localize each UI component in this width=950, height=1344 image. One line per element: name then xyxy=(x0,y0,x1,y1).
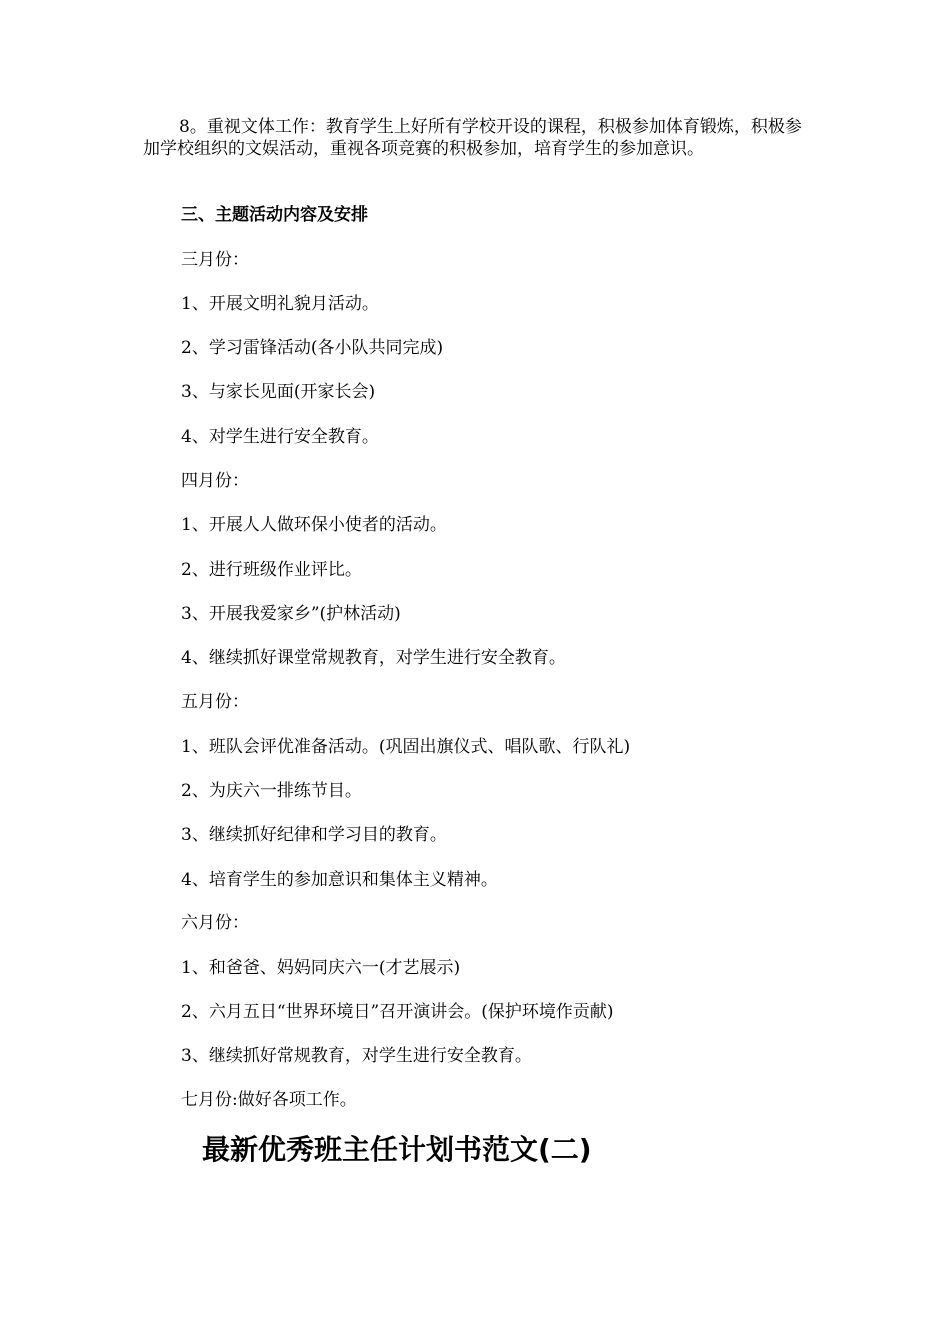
intro-paragraph: 8。重视文体工作：教育学生上好所有学校开设的课程，积极参加体育锻炼，积极参加学校组织的文娱活动，重视各项竞赛的积极参加，培育学生的参加意识。 xyxy=(143,117,802,159)
list-item: 1、开展文明礼貌月活动。 xyxy=(181,294,379,314)
list-item: 3、开展我爱家乡”(护林活动) xyxy=(181,604,401,624)
list-item: 3、与家长见面(开家长会) xyxy=(181,382,376,402)
list-item: 2、进行班级作业评比。 xyxy=(181,560,362,580)
list-item: 2、六月五日“世界环境日”召开演讲会。(保护环境作贡献) xyxy=(181,1002,614,1022)
document-title: 最新优秀班主任计划书范文(二) xyxy=(202,1133,592,1166)
list-item: 2、学习雷锋活动(各小队共同完成) xyxy=(181,338,444,358)
month-label-june: 六月份： xyxy=(181,913,249,933)
section-heading: 三、主题活动内容及安排 xyxy=(181,205,368,225)
list-item: 3、继续抓好常规教育，对学生进行安全教育。 xyxy=(181,1046,532,1066)
month-label-may: 五月份： xyxy=(181,692,249,712)
list-item: 1、和爸爸、妈妈同庆六一(才艺展示) xyxy=(181,958,461,978)
list-item: 4、继续抓好课堂常规教育，对学生进行安全教育。 xyxy=(181,648,566,668)
list-item: 4、对学生进行安全教育。 xyxy=(181,427,379,447)
month-label-april: 四月份： xyxy=(181,471,249,491)
list-item: 3、继续抓好纪律和学习目的教育。 xyxy=(181,825,447,845)
month-label-july: 七月份:做好各项工作。 xyxy=(181,1090,357,1110)
list-item: 1、开展人人做环保小使者的活动。 xyxy=(181,515,447,535)
list-item: 4、培育学生的参加意识和集体主义精神。 xyxy=(181,870,498,890)
list-item: 1、班队会评优准备活动。(巩固出旗仪式、唱队歌、行队礼) xyxy=(181,737,631,757)
month-label-march: 三月份： xyxy=(181,250,249,270)
list-item: 2、为庆六一排练节目。 xyxy=(181,781,362,801)
